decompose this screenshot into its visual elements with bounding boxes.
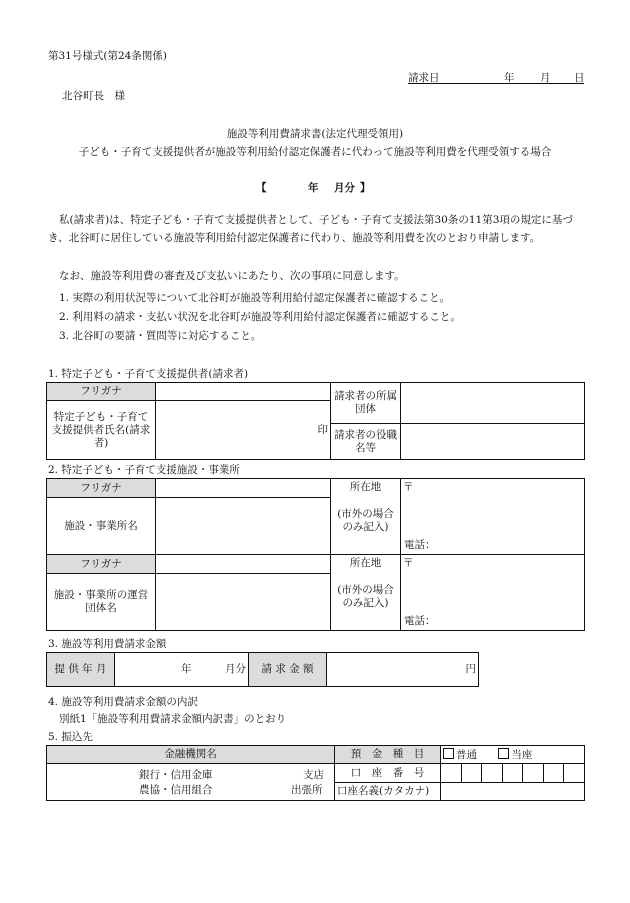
title-sub: 子ども・子育て支援提供者が施設等利用給付認定保護者に代わって施設等利用費を代理受領する場合 <box>78 146 552 158</box>
account-digit[interactable] <box>502 764 523 782</box>
facility-location-label <box>331 479 401 555</box>
claim-date-day: 日 <box>574 72 585 84</box>
facility-table <box>46 478 585 631</box>
provision-period-label: 提 供 年 月 <box>47 653 115 687</box>
form-number: 第31号様式(第24条関係) <box>48 50 167 62</box>
checkbox-icon <box>443 748 454 759</box>
facility-furigana-field[interactable] <box>156 479 331 498</box>
claim-date-label: 請求日 <box>408 72 440 84</box>
account-digit[interactable] <box>481 764 502 782</box>
claim-date-year: 年 <box>504 72 515 84</box>
bank-type-2: 農協・信用組合 <box>139 784 213 796</box>
bank-name-label: 金融機関名 <box>47 746 335 764</box>
account-name-field[interactable] <box>441 783 585 801</box>
breakdown-note: 別紙1「施設等利用費請求金額内訳書」のとおり <box>59 713 287 725</box>
affiliation-field[interactable] <box>401 383 585 424</box>
requester-table <box>46 382 585 460</box>
account-digit[interactable] <box>461 764 482 782</box>
provision-month: 月分 <box>225 663 246 675</box>
operator-name-label: 施設・事業所の運営団体名 <box>47 574 156 631</box>
yen-unit: 円 <box>465 663 476 675</box>
current-checkbox[interactable] <box>498 749 532 761</box>
facility-furigana-label: フリガナ <box>47 479 156 498</box>
requester-furigana-field[interactable] <box>156 383 331 401</box>
period-month: 月分 <box>334 182 355 194</box>
seal-mark: 印 <box>317 423 328 436</box>
amount-field[interactable] <box>327 653 479 687</box>
amount-table <box>46 652 479 687</box>
facility-tel-label: 電話： <box>404 539 436 551</box>
bank-name-field[interactable] <box>47 764 335 801</box>
operator-address-field[interactable] <box>401 555 585 631</box>
ordinary-label: 普通 <box>456 748 477 761</box>
postal-mark: 〒 <box>403 557 414 569</box>
account-digit[interactable] <box>563 764 584 782</box>
location-label: 所在地 <box>349 557 382 569</box>
claim-date <box>408 70 584 84</box>
bank-type-1: 銀行・信用金庫 <box>139 769 213 781</box>
consent-item-1: 1. 実際の利用状況等について北谷町が施設等利用給付認定保護者に確認すること。 <box>59 292 451 304</box>
affiliation-label: 請求者の所属団体 <box>331 383 401 424</box>
branch-1: 支店 <box>303 769 324 781</box>
outside-note: (市外の場合のみ記入) <box>337 508 394 533</box>
operator-furigana-field[interactable] <box>156 555 331 574</box>
body-paragraph-1: 私(請求者)は、特定子ども・子育て支援提供者として、子ども・子育て支援法第30条の11第3項の規定に基づき、北谷町に居住している施設等利用給付認定保護者に代わり、施設等利用費を次のとおり申請します。 <box>48 214 573 244</box>
ordinary-checkbox[interactable] <box>443 749 477 761</box>
section1-heading: 1. 特定子ども・子育て支援提供者(請求者) <box>48 368 249 380</box>
facility-name-field[interactable] <box>156 498 331 555</box>
position-label: 請求者の役職名等 <box>331 424 401 460</box>
title-main: 施設等利用費請求書(法定代理受領用) <box>226 128 404 140</box>
account-number-label: 口 座 番 号 <box>335 764 441 783</box>
body-paragraph-2: なお、施設等利用費の審査及び支払いにあたり、次の事項に同意します。 <box>59 270 405 282</box>
facility-name-label: 施設・事業所名 <box>47 498 156 555</box>
location-label: 所在地 <box>349 481 382 493</box>
postal-mark: 〒 <box>403 481 414 493</box>
position-field[interactable] <box>401 424 585 460</box>
operator-name-field[interactable] <box>156 574 331 631</box>
amount-label: 請 求 金 額 <box>249 653 327 687</box>
period-year: 年 <box>308 182 319 194</box>
account-digit[interactable] <box>522 764 543 782</box>
claim-date-month: 月 <box>540 72 551 84</box>
checkbox-icon <box>498 748 509 759</box>
consent-item-3: 3. 北谷町の要請・質問等に対応すること。 <box>59 330 262 342</box>
deposit-type-options <box>441 746 585 764</box>
consent-item-2: 2. 利用料の請求・支払い状況を北谷町が施設等利用給付認定保護者に確認すること。 <box>59 311 461 323</box>
account-digit[interactable] <box>543 764 564 782</box>
claim-period <box>256 180 372 194</box>
account-name-label: 口座名義(カタカナ) <box>335 783 441 801</box>
requester-name-label: 特定子ども・子育て支援提供者氏名(請求者) <box>47 401 156 460</box>
branch-2: 出張所 <box>291 784 323 796</box>
account-number-field[interactable] <box>441 764 585 783</box>
period-bracket-open: 【 <box>256 182 267 194</box>
outside-note: (市外の場合のみ記入) <box>337 584 394 609</box>
section4-heading: 4. 施設等利用費請求金額の内訳 <box>48 696 198 708</box>
operator-furigana-label: フリガナ <box>47 555 156 574</box>
requester-name-field[interactable] <box>156 401 331 460</box>
furigana-label: フリガナ <box>47 383 156 401</box>
section3-heading: 3. 施設等利用費請求金額 <box>48 638 167 650</box>
operator-location-label <box>331 555 401 631</box>
account-digit[interactable] <box>441 764 461 782</box>
period-bracket-close: 】 <box>360 182 371 194</box>
bank-table <box>46 745 585 801</box>
section5-heading: 5. 振込先 <box>48 731 93 743</box>
provision-year: 年 <box>181 663 192 675</box>
deposit-type-label: 預 金 種 目 <box>335 746 441 764</box>
section2-heading: 2. 特定子ども・子育て支援施設・事業所 <box>48 464 240 476</box>
provision-period-field[interactable] <box>115 653 249 687</box>
facility-address-field[interactable] <box>401 479 585 555</box>
operator-tel-label: 電話： <box>404 615 436 627</box>
addressee: 北谷町長 様 <box>62 90 125 102</box>
current-label: 当座 <box>511 748 533 761</box>
